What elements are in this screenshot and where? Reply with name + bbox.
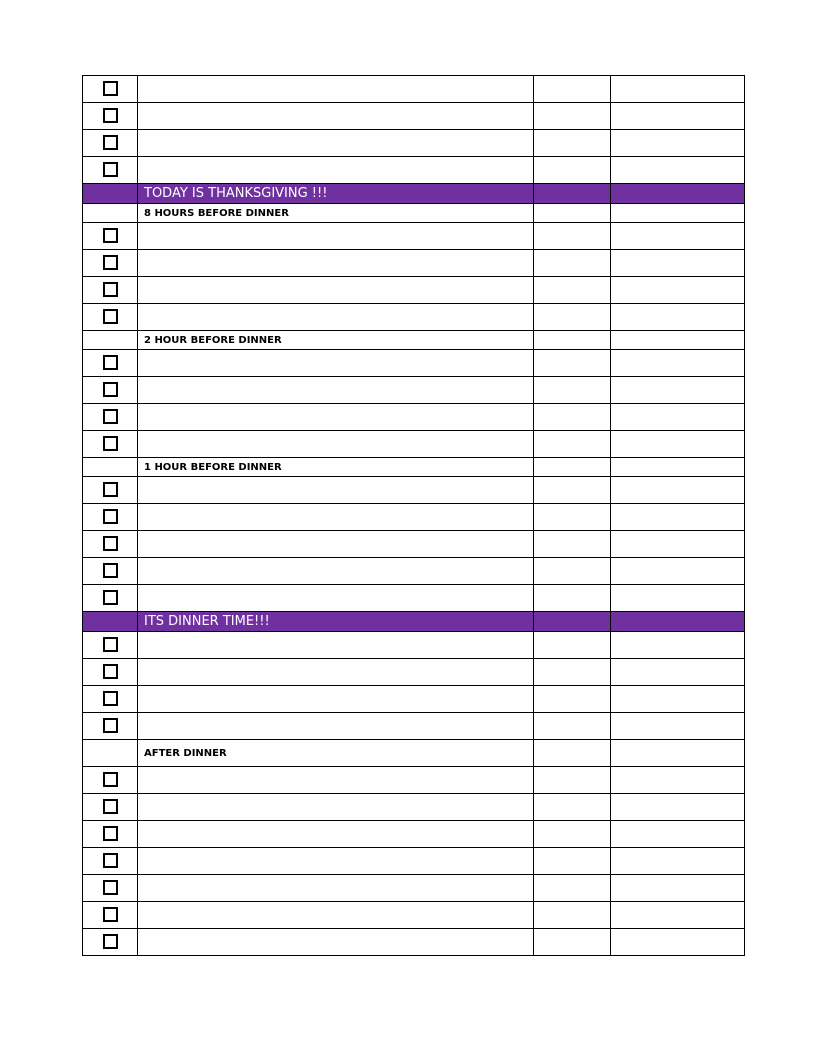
task-row: [83, 929, 745, 956]
checkbox-icon[interactable]: [103, 637, 118, 652]
task-row: [83, 794, 745, 821]
time-cell[interactable]: [534, 157, 611, 184]
task-cell[interactable]: [138, 632, 534, 659]
notes-cell[interactable]: [611, 157, 745, 184]
checkbox-icon[interactable]: [103, 536, 118, 551]
checkbox-icon[interactable]: [103, 482, 118, 497]
checkbox-icon[interactable]: [103, 382, 118, 397]
task-cell[interactable]: [138, 531, 534, 558]
time-cell[interactable]: [534, 377, 611, 404]
subsection-title-8-hours: 8 HOURS BEFORE DINNER: [138, 204, 534, 223]
section-band-dinner: [83, 612, 745, 632]
task-cell[interactable]: [138, 223, 534, 250]
subsection-row-after-dinner: [83, 740, 745, 767]
task-row: [83, 875, 745, 902]
notes-cell[interactable]: [611, 848, 745, 875]
task-cell[interactable]: [138, 250, 534, 277]
notes-cell[interactable]: [611, 713, 745, 740]
task-cell[interactable]: [138, 504, 534, 531]
task-cell[interactable]: [138, 848, 534, 875]
task-row: [83, 103, 745, 130]
task-row: [83, 377, 745, 404]
subsection-title-1-hour: 1 HOUR BEFORE DINNER: [138, 458, 534, 477]
time-cell[interactable]: [534, 130, 611, 157]
checkbox-icon[interactable]: [103, 255, 118, 270]
task-row: [83, 632, 745, 659]
task-row: [83, 157, 745, 184]
checkbox-icon[interactable]: [103, 853, 118, 868]
task-row: [83, 713, 745, 740]
checkbox-icon[interactable]: [103, 907, 118, 922]
time-cell[interactable]: [534, 659, 611, 686]
time-cell[interactable]: [534, 103, 611, 130]
task-row: [83, 223, 745, 250]
notes-cell[interactable]: [611, 103, 745, 130]
task-cell[interactable]: [138, 76, 534, 103]
task-row: [83, 686, 745, 713]
notes-cell[interactable]: [611, 632, 745, 659]
time-cell[interactable]: [534, 250, 611, 277]
task-cell[interactable]: [138, 350, 534, 377]
notes-cell[interactable]: [611, 76, 745, 103]
notes-cell[interactable]: [611, 377, 745, 404]
subsection-row-1-hour: [83, 458, 745, 477]
checkbox-icon[interactable]: [103, 162, 118, 177]
notes-cell[interactable]: [611, 431, 745, 458]
task-row: [83, 250, 745, 277]
thanksgiving-checklist-table: [82, 75, 745, 956]
checkbox-icon[interactable]: [103, 81, 118, 96]
task-cell[interactable]: [138, 659, 534, 686]
time-cell[interactable]: [534, 686, 611, 713]
task-cell[interactable]: [138, 767, 534, 794]
time-cell[interactable]: [534, 794, 611, 821]
time-cell[interactable]: [534, 431, 611, 458]
notes-cell[interactable]: [611, 902, 745, 929]
task-cell[interactable]: [138, 103, 534, 130]
checkbox-icon[interactable]: [103, 563, 118, 578]
checkbox-icon[interactable]: [103, 934, 118, 949]
notes-cell[interactable]: [611, 223, 745, 250]
checkbox-icon[interactable]: [103, 718, 118, 733]
subsection-title-2-hour: 2 HOUR BEFORE DINNER: [138, 331, 534, 350]
checkbox-icon[interactable]: [103, 691, 118, 706]
task-cell[interactable]: [138, 431, 534, 458]
notes-cell[interactable]: [611, 130, 745, 157]
notes-cell[interactable]: [611, 659, 745, 686]
notes-cell[interactable]: [611, 350, 745, 377]
time-cell[interactable]: [534, 404, 611, 431]
time-cell[interactable]: [534, 350, 611, 377]
notes-cell[interactable]: [611, 404, 745, 431]
task-cell[interactable]: [138, 686, 534, 713]
notes-cell[interactable]: [611, 875, 745, 902]
checkbox-icon[interactable]: [103, 409, 118, 424]
task-cell[interactable]: [138, 130, 534, 157]
time-cell[interactable]: [534, 504, 611, 531]
checkbox-icon[interactable]: [103, 108, 118, 123]
checkbox-icon[interactable]: [103, 772, 118, 787]
checkbox-icon[interactable]: [103, 509, 118, 524]
task-cell[interactable]: [138, 277, 534, 304]
time-cell[interactable]: [534, 875, 611, 902]
notes-cell[interactable]: [611, 304, 745, 331]
task-row: [83, 558, 745, 585]
task-row: [83, 277, 745, 304]
notes-cell[interactable]: [611, 531, 745, 558]
checkbox-icon[interactable]: [103, 282, 118, 297]
task-cell[interactable]: [138, 404, 534, 431]
task-cell[interactable]: [138, 902, 534, 929]
task-cell[interactable]: [138, 875, 534, 902]
task-row: [83, 504, 745, 531]
time-cell[interactable]: [534, 277, 611, 304]
time-cell[interactable]: [534, 713, 611, 740]
checkbox-icon[interactable]: [103, 228, 118, 243]
time-cell[interactable]: [534, 304, 611, 331]
subsection-row-8-hours: [83, 204, 745, 223]
time-cell[interactable]: [534, 929, 611, 956]
notes-cell[interactable]: [611, 558, 745, 585]
notes-cell[interactable]: [611, 821, 745, 848]
notes-cell[interactable]: [611, 477, 745, 504]
notes-cell[interactable]: [611, 250, 745, 277]
task-cell[interactable]: [138, 558, 534, 585]
checkbox-icon[interactable]: [103, 664, 118, 679]
time-cell[interactable]: [534, 223, 611, 250]
notes-cell[interactable]: [611, 585, 745, 612]
task-cell[interactable]: [138, 585, 534, 612]
checklist-page: [82, 75, 744, 956]
section-band-today: [83, 184, 745, 204]
section-title-today: TODAY IS THANKSGIVING !!!: [138, 184, 534, 204]
time-cell[interactable]: [534, 767, 611, 794]
task-row: [83, 585, 745, 612]
section-title-dinner: ITS DINNER TIME!!!: [138, 612, 534, 632]
task-cell[interactable]: [138, 157, 534, 184]
time-cell[interactable]: [534, 848, 611, 875]
subsection-title-after-dinner: AFTER DINNER: [138, 740, 534, 767]
task-cell[interactable]: [138, 377, 534, 404]
task-row: [83, 76, 745, 103]
time-cell[interactable]: [534, 821, 611, 848]
time-cell[interactable]: [534, 585, 611, 612]
task-row: [83, 130, 745, 157]
time-cell[interactable]: [534, 76, 611, 103]
checkbox-icon[interactable]: [103, 590, 118, 605]
task-cell[interactable]: [138, 794, 534, 821]
checkbox-icon[interactable]: [103, 799, 118, 814]
checkbox-icon[interactable]: [103, 309, 118, 324]
time-cell[interactable]: [534, 632, 611, 659]
notes-cell[interactable]: [611, 794, 745, 821]
time-cell[interactable]: [534, 477, 611, 504]
task-row: [83, 350, 745, 377]
task-row: [83, 659, 745, 686]
task-row: [83, 767, 745, 794]
notes-cell[interactable]: [611, 686, 745, 713]
notes-cell[interactable]: [611, 277, 745, 304]
task-row: [83, 531, 745, 558]
notes-cell[interactable]: [611, 767, 745, 794]
task-cell[interactable]: [138, 929, 534, 956]
checkbox-icon[interactable]: [103, 880, 118, 895]
task-row: [83, 404, 745, 431]
time-cell[interactable]: [534, 558, 611, 585]
notes-cell[interactable]: [611, 504, 745, 531]
task-cell[interactable]: [138, 477, 534, 504]
checkbox-icon[interactable]: [103, 355, 118, 370]
task-row: [83, 431, 745, 458]
task-row: [83, 902, 745, 929]
checkbox-icon[interactable]: [103, 135, 118, 150]
time-cell[interactable]: [534, 902, 611, 929]
time-cell[interactable]: [534, 531, 611, 558]
task-cell[interactable]: [138, 713, 534, 740]
task-cell[interactable]: [138, 821, 534, 848]
notes-cell[interactable]: [611, 929, 745, 956]
checkbox-icon[interactable]: [103, 436, 118, 451]
subsection-row-2-hour: [83, 331, 745, 350]
task-row: [83, 848, 745, 875]
task-row: [83, 477, 745, 504]
task-row: [83, 821, 745, 848]
checkbox-icon[interactable]: [103, 826, 118, 841]
task-row: [83, 304, 745, 331]
task-cell[interactable]: [138, 304, 534, 331]
